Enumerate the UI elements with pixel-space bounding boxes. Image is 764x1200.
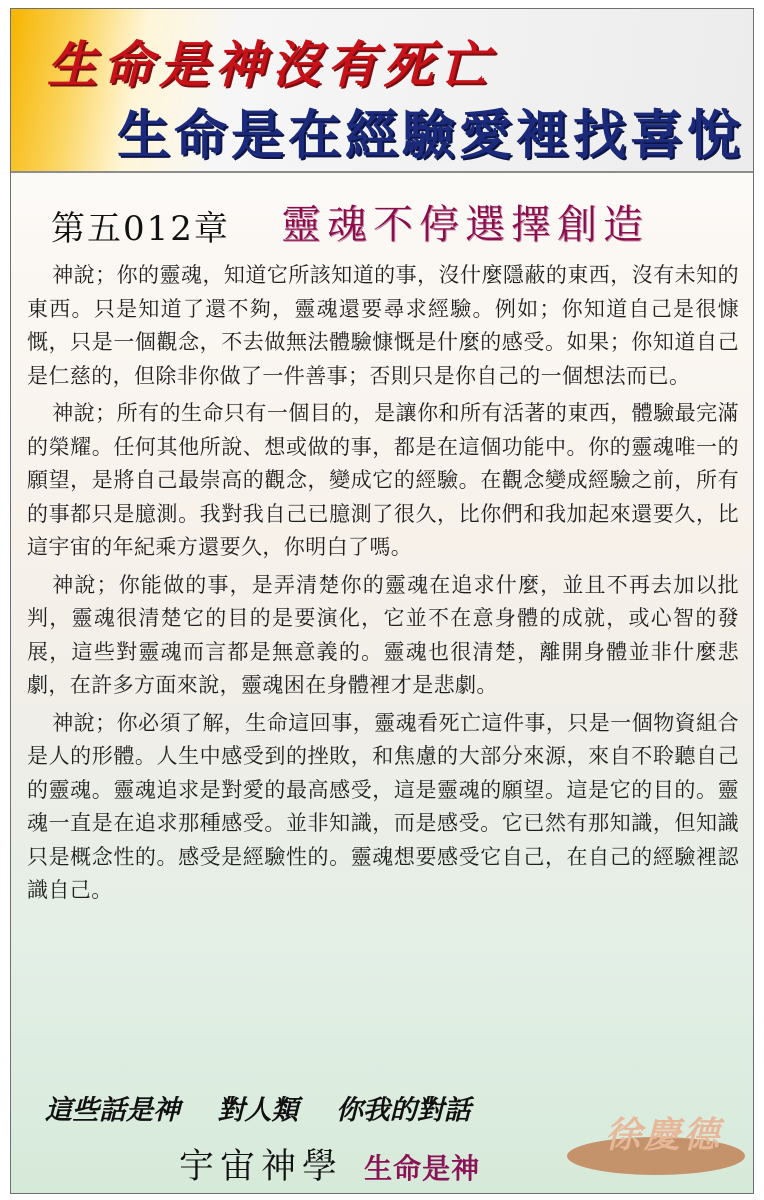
paragraph-3: 神說；你能做的事，是弄清楚你的靈魂在追求什麼，並且不再去加以批判，靈魂很清楚它的目的是要演化，它並不在意身體的成就，或心智的發展，這些對靈魂而言都是無意義的。靈魂也很清楚，離開身體並非什麼悲劇，在許多方面來說，靈魂困在身體裡才是悲劇。 (27, 572, 739, 697)
footer-slogan (45, 1088, 499, 1127)
banner-title-line1: 生命是神沒有死亡 (47, 35, 495, 94)
footer-tagline: 生命是神 (364, 1152, 481, 1185)
chapter-heading (51, 193, 751, 249)
title-banner (11, 9, 753, 173)
slogan-part-3: 你我的對話 (335, 1095, 471, 1126)
signature-text: 徐慶德 (605, 1114, 723, 1156)
page-frame (10, 8, 754, 1194)
slogan-part-1: 這些話是神 (45, 1095, 180, 1126)
paragraph-1: 神說；你的靈魂，知道它所該知道的事，沒什麼隱蔽的東西，沒有未知的東西。只是知道了還不夠，靈魂還要尋求經驗。例如；你知道自己是很慷慨，只是一個觀念，不去做無法體驗慷慨是什麼的感受。如果；你知道自己是仁慈的，但除非你做了一件善事；否則只是你自己的一個想法而已。 (27, 263, 739, 388)
paragraph-2: 神說；所有的生命只有一個目的，是讓你和所有活著的東西，體驗最完滿的榮耀。任何其他所說、想或做的事，都是在這個功能中。你的靈魂唯一的願望，是將自己最崇高的觀念，變成它的經驗。在觀念變成經驗之前，所有的事都只是臆測。我對我自己已臆測了很久，比你們和我加起來還要久，比這宇宙的年紀乘方還要久，你明白了嗎。 (27, 401, 739, 559)
slogan-part-2: 對人類 (217, 1095, 299, 1126)
footer-brand-line (179, 1139, 480, 1189)
footer-brand: 宇宙神學 (179, 1147, 344, 1187)
chapter-title: 靈魂不停選擇創造 (281, 202, 649, 248)
chapter-number: 第五012章 (51, 209, 230, 249)
paragraph-4: 神說；你必須了解，生命這回事，靈魂看死亡這件事，只是一個物資組合是人的形體。人生中感受到的挫敗，和焦慮的大部分來源，來自不聆聽自己的靈魂。靈魂追求是對愛的最高感受，這是靈魂的願望。這是它的目的。靈魂一直是在追求那種感受。並非知識，而是感受。它已然有那知識，但知識只是概念性的。感受是經驗性的。靈魂想要感受它自己，在自己的經驗裡認識自己。 (27, 710, 739, 902)
banner-title-line2: 生命是在經驗愛裡找喜悅 (117, 105, 744, 166)
article-body (27, 259, 739, 912)
